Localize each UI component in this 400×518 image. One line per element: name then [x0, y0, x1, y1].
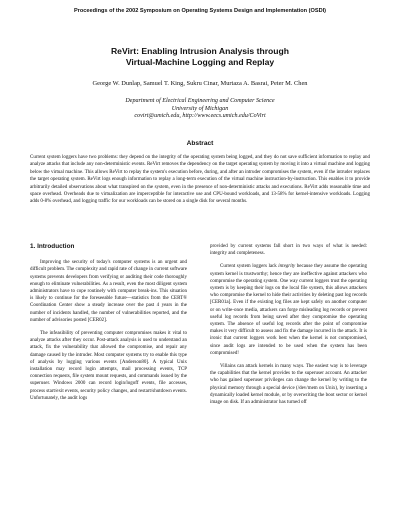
intro-paragraph-2: The infeasibility of preventing computer compromises makes it vital to analyze attacks after they occur. Post-attack analysis is used to understand an attack, fix the vulnerability that allowed the compromise, and repair any damage caused by the intruder. Most computer systems try to enable this type of analysis by logging various events [Anderson80]. A typical Unix installation may record login attempts, mail processing events, TCP connection requests, file system mount requests, and commands issued by the superuser. Windows 2000 can record login/logoff events, file accesses, process start/exit events, security policy changes, and restart/shutdown events. Unfortunately, the audit logs	[30, 331, 187, 401]
integrity-post-text: because they assume the operating system kernel is trustworthy; hence they are ineffective against attackers who compromise the operating system. One way current loggers trust the operating system is by keeping their logs on the local file system, this allows attackers who compromise the kernel to hide their activities by deleting past log records [CER01a]. Even if the existing log files are kept safely on another computer or on write-once media, attackers can forge misleading log records or prevent useful log records from being saved after they compromise the operating system. The absence of useful log records after the point of compromise makes it very difficult to assess and fix the damage incurred in the attack. It is ironic that current loggers work best when the kernel is not compromised, since audit logs are intended to be used when the system has been compromised!	[210, 264, 367, 356]
abstract-heading: Abstract	[186, 140, 214, 147]
right-paragraph-continuation: provided by current systems fall short in two ways of what is needed: integrity and completeness.	[210, 244, 367, 257]
intro-paragraph-1: Improving the security of today's computer systems is an urgent and difficult problem. The complexity and rapid rate of change in current software systems prevents developers from verifying or auditing their code thoroughly enough to eliminate vulnerabilities. As a result, even the most diligent system administrators have to cope routinely with computer break-ins. This situation is likely to continue for the foreseeable future—statistics from the CERT® Coordination Center show a steady increase over the past 4 years in the number of incidents handled, the number of vulnerabilities reported, and the number of advisories posted [CER02].	[30, 260, 187, 323]
right-column	[210, 243, 367, 412]
affiliation-department: Department of Electrical Engineering and Computer Science	[125, 98, 275, 104]
right-paragraph-villains: Villains can attack kernels in many ways. The easiest way is to leverage the capabilities that the kernel provides to the superuser account. An attacker who has gained superuser privileges can change the kernel by writing to the physical memory through a special device (/dev/mem on Unix), by inserting a dynamically loaded kernel module, or by overwriting the boot sector or kernel image on disk. If an administrator has turned off	[210, 364, 367, 406]
affiliation	[40, 98, 360, 121]
paper-title	[40, 46, 360, 67]
paper-title-line-2: Virtual-Machine Logging and Replay	[125, 56, 275, 67]
proceedings-header: Proceedings of the 2002 Symposium on Operating Systems Design and Implementation (OSDI)	[73, 8, 327, 14]
author-list: George W. Dunlap, Samuel T. King, Sukru Cinar, Murtaza A. Basrai, Peter M. Chen	[92, 80, 308, 87]
abstract-text: Current system loggers have two problems: they depend on the integrity of the operating system being logged, and they do not save sufficient information to replay and analyze attacks that include any non-deterministic events. ReVirt removes the dependency on the target operating system by moving it into a virtual machine and logging below the virtual machine. This allows ReVirt to replay the system's execution before, during, and after an intruder compromises the system, even if the intruder replaces the target operating system. ReVirt logs enough information to replay a long-term execution of the virtual machine instruction-by-instruction. This enables it to provide arbitrarily detailed observations about what transpired on the system, even in the presence of non-deterministic attacks and executions. ReVirt adds reasonable time and space overhead. Overheads due to virtualization are imperceptible for interactive use and CPU-bound workloads, and 13-58% for kernel-intensive workloads. Logging adds 0-8% overhead, and logging traffic for our workloads can be stored on a single disk for several months.	[30, 155, 370, 205]
right-paragraph-integrity	[210, 263, 367, 357]
section-heading-introduction: 1. Introduction	[30, 243, 75, 250]
left-column	[30, 243, 187, 408]
affiliation-contact: covirt@umich.edu, http://www.eecs.umich.edu/CoVirt	[134, 113, 266, 120]
integrity-pre-text: Current system loggers lack	[220, 264, 279, 270]
integrity-emphasis: integrity	[278, 264, 296, 270]
paper-title-line-1: ReVirt: Enabling Intrusion Analysis through	[110, 46, 290, 56]
affiliation-university: University of Michigan	[171, 105, 229, 112]
